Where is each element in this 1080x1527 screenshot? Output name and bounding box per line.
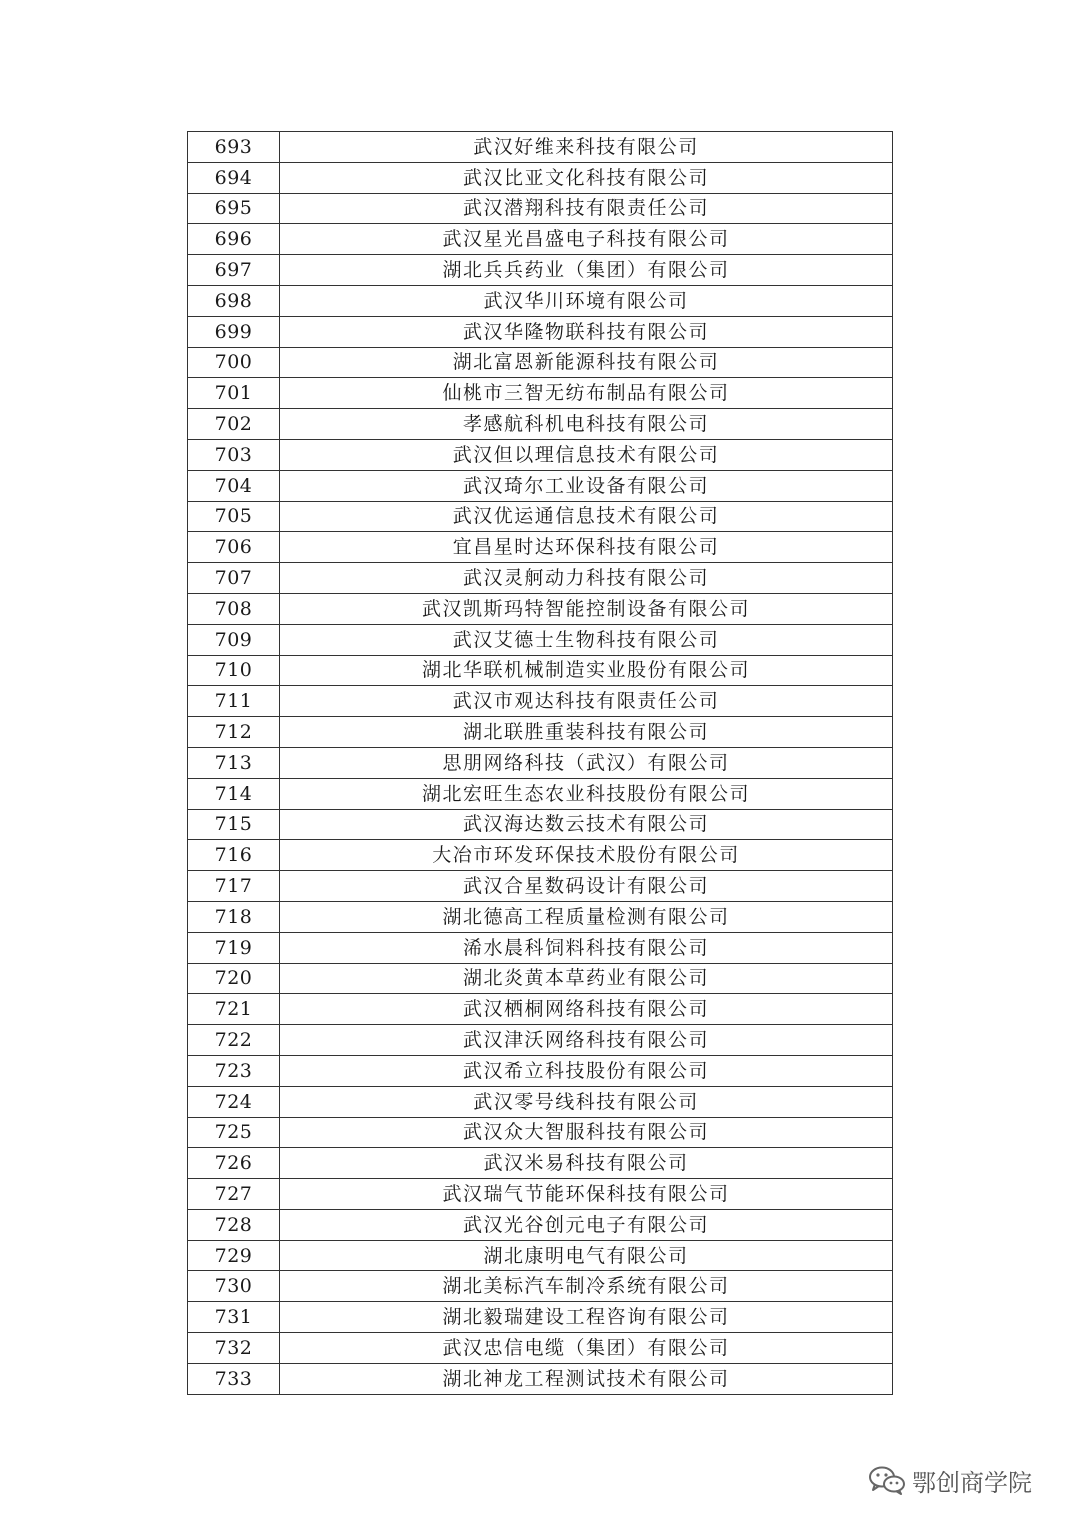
- table-row: [188, 409, 893, 440]
- table-row: [188, 285, 893, 316]
- wechat-icon: [868, 1465, 906, 1495]
- row-number: 733: [188, 1363, 280, 1394]
- table-row: [188, 1055, 893, 1086]
- row-number: 712: [188, 717, 280, 748]
- table-row: [188, 994, 893, 1025]
- company-name: 武汉瑞气节能环保科技有限公司: [280, 1179, 893, 1210]
- company-name: 湖北炎黄本草药业有限公司: [280, 963, 893, 994]
- table-row: [188, 932, 893, 963]
- row-number: 707: [188, 563, 280, 594]
- company-name: 湖北华联机械制造实业股份有限公司: [280, 655, 893, 686]
- company-name: 湖北神龙工程测试技术有限公司: [280, 1363, 893, 1394]
- company-name: 湖北美标汽车制冷系统有限公司: [280, 1271, 893, 1302]
- company-name: 武汉希立科技股份有限公司: [280, 1055, 893, 1086]
- table-row: [188, 717, 893, 748]
- row-number: 728: [188, 1209, 280, 1240]
- row-number: 717: [188, 871, 280, 902]
- table-row: [188, 1333, 893, 1364]
- company-name: 武汉琦尔工业设备有限公司: [280, 470, 893, 501]
- row-number: 721: [188, 994, 280, 1025]
- row-number: 713: [188, 747, 280, 778]
- row-number: 719: [188, 932, 280, 963]
- company-name: 武汉众大智服科技有限公司: [280, 1117, 893, 1148]
- table-row: [188, 1209, 893, 1240]
- company-name: 湖北康明电气有限公司: [280, 1240, 893, 1271]
- table-row: [188, 778, 893, 809]
- company-name: 仙桃市三智无纺布制品有限公司: [280, 378, 893, 409]
- table-row: [188, 563, 893, 594]
- row-number: 730: [188, 1271, 280, 1302]
- company-name: 武汉华川环境有限公司: [280, 285, 893, 316]
- row-number: 725: [188, 1117, 280, 1148]
- row-number: 702: [188, 409, 280, 440]
- table-row: [188, 162, 893, 193]
- row-number: 698: [188, 285, 280, 316]
- table-row: [188, 747, 893, 778]
- company-list-body: [188, 132, 893, 1395]
- company-name: 武汉海达数云技术有限公司: [280, 809, 893, 840]
- company-name: 武汉艾德士生物科技有限公司: [280, 624, 893, 655]
- row-number: 714: [188, 778, 280, 809]
- table-row: [188, 378, 893, 409]
- company-list-table: [187, 131, 893, 1395]
- row-number: 716: [188, 840, 280, 871]
- company-name: 湖北宏旺生态农业科技股份有限公司: [280, 778, 893, 809]
- company-name: 武汉栖桐网络科技有限公司: [280, 994, 893, 1025]
- table-row: [188, 840, 893, 871]
- company-name: 武汉比亚文化科技有限公司: [280, 162, 893, 193]
- row-number: 732: [188, 1333, 280, 1364]
- row-number: 701: [188, 378, 280, 409]
- table-row: [188, 901, 893, 932]
- table-row: [188, 809, 893, 840]
- row-number: 715: [188, 809, 280, 840]
- row-number: 705: [188, 501, 280, 532]
- row-number: 706: [188, 532, 280, 563]
- company-name: 武汉但以理信息技术有限公司: [280, 439, 893, 470]
- row-number: 726: [188, 1148, 280, 1179]
- table-row: [188, 316, 893, 347]
- row-number: 731: [188, 1302, 280, 1333]
- company-name: 宜昌星时达环保科技有限公司: [280, 532, 893, 563]
- company-name: 湖北兵兵药业（集团）有限公司: [280, 255, 893, 286]
- table-row: [188, 1271, 893, 1302]
- row-number: 703: [188, 439, 280, 470]
- row-number: 723: [188, 1055, 280, 1086]
- company-name: 武汉市观达科技有限责任公司: [280, 686, 893, 717]
- table-row: [188, 347, 893, 378]
- row-number: 694: [188, 162, 280, 193]
- row-number: 724: [188, 1086, 280, 1117]
- company-name: 武汉好维来科技有限公司: [280, 132, 893, 163]
- row-number: 729: [188, 1240, 280, 1271]
- row-number: 720: [188, 963, 280, 994]
- row-number: 704: [188, 470, 280, 501]
- table-row: [188, 132, 893, 163]
- row-number: 700: [188, 347, 280, 378]
- table-row: [188, 871, 893, 902]
- row-number: 710: [188, 655, 280, 686]
- company-name: 湖北德高工程质量检测有限公司: [280, 901, 893, 932]
- table-row: [188, 1148, 893, 1179]
- company-name: 武汉星光昌盛电子科技有限公司: [280, 224, 893, 255]
- row-number: 711: [188, 686, 280, 717]
- table-row: [188, 193, 893, 224]
- row-number: 695: [188, 193, 280, 224]
- company-name: 武汉合星数码设计有限公司: [280, 871, 893, 902]
- table-row: [188, 1117, 893, 1148]
- table-row: [188, 255, 893, 286]
- row-number: 708: [188, 593, 280, 624]
- table-row: [188, 1086, 893, 1117]
- row-number: 693: [188, 132, 280, 163]
- company-name: 大冶市环发环保技术股份有限公司: [280, 840, 893, 871]
- company-name: 武汉津沃网络科技有限公司: [280, 1025, 893, 1056]
- company-name: 孝感航科机电科技有限公司: [280, 409, 893, 440]
- watermark-text: 鄂创商学院: [912, 1468, 1032, 1497]
- table-row: [188, 532, 893, 563]
- table-row: [188, 439, 893, 470]
- company-name: 武汉光谷创元电子有限公司: [280, 1209, 893, 1240]
- table-row: [188, 655, 893, 686]
- table-row: [188, 501, 893, 532]
- company-name: 湖北毅瑞建设工程咨询有限公司: [280, 1302, 893, 1333]
- company-name: 武汉米易科技有限公司: [280, 1148, 893, 1179]
- table-row: [188, 470, 893, 501]
- table-row: [188, 624, 893, 655]
- table-row: [188, 1025, 893, 1056]
- company-name: 武汉凯斯玛特智能控制设备有限公司: [280, 593, 893, 624]
- row-number: 697: [188, 255, 280, 286]
- company-name: 浠水晨科饲料科技有限公司: [280, 932, 893, 963]
- company-name: 武汉潜翔科技有限责任公司: [280, 193, 893, 224]
- row-number: 709: [188, 624, 280, 655]
- row-number: 699: [188, 316, 280, 347]
- company-name: 武汉优运通信息技术有限公司: [280, 501, 893, 532]
- table-row: [188, 1179, 893, 1210]
- company-name: 武汉华隆物联科技有限公司: [280, 316, 893, 347]
- table-row: [188, 686, 893, 717]
- company-name: 武汉灵舸动力科技有限公司: [280, 563, 893, 594]
- table-row: [188, 593, 893, 624]
- company-name: 思朋网络科技（武汉）有限公司: [280, 747, 893, 778]
- watermark: [868, 1460, 1032, 1500]
- row-number: 722: [188, 1025, 280, 1056]
- company-name: 武汉零号线科技有限公司: [280, 1086, 893, 1117]
- row-number: 718: [188, 901, 280, 932]
- company-name: 湖北富恩新能源科技有限公司: [280, 347, 893, 378]
- table-row: [188, 1240, 893, 1271]
- row-number: 696: [188, 224, 280, 255]
- company-name: 湖北联胜重装科技有限公司: [280, 717, 893, 748]
- table-row: [188, 1302, 893, 1333]
- table-row: [188, 224, 893, 255]
- table-row: [188, 1363, 893, 1394]
- table-row: [188, 963, 893, 994]
- company-name: 武汉忠信电缆（集团）有限公司: [280, 1333, 893, 1364]
- row-number: 727: [188, 1179, 280, 1210]
